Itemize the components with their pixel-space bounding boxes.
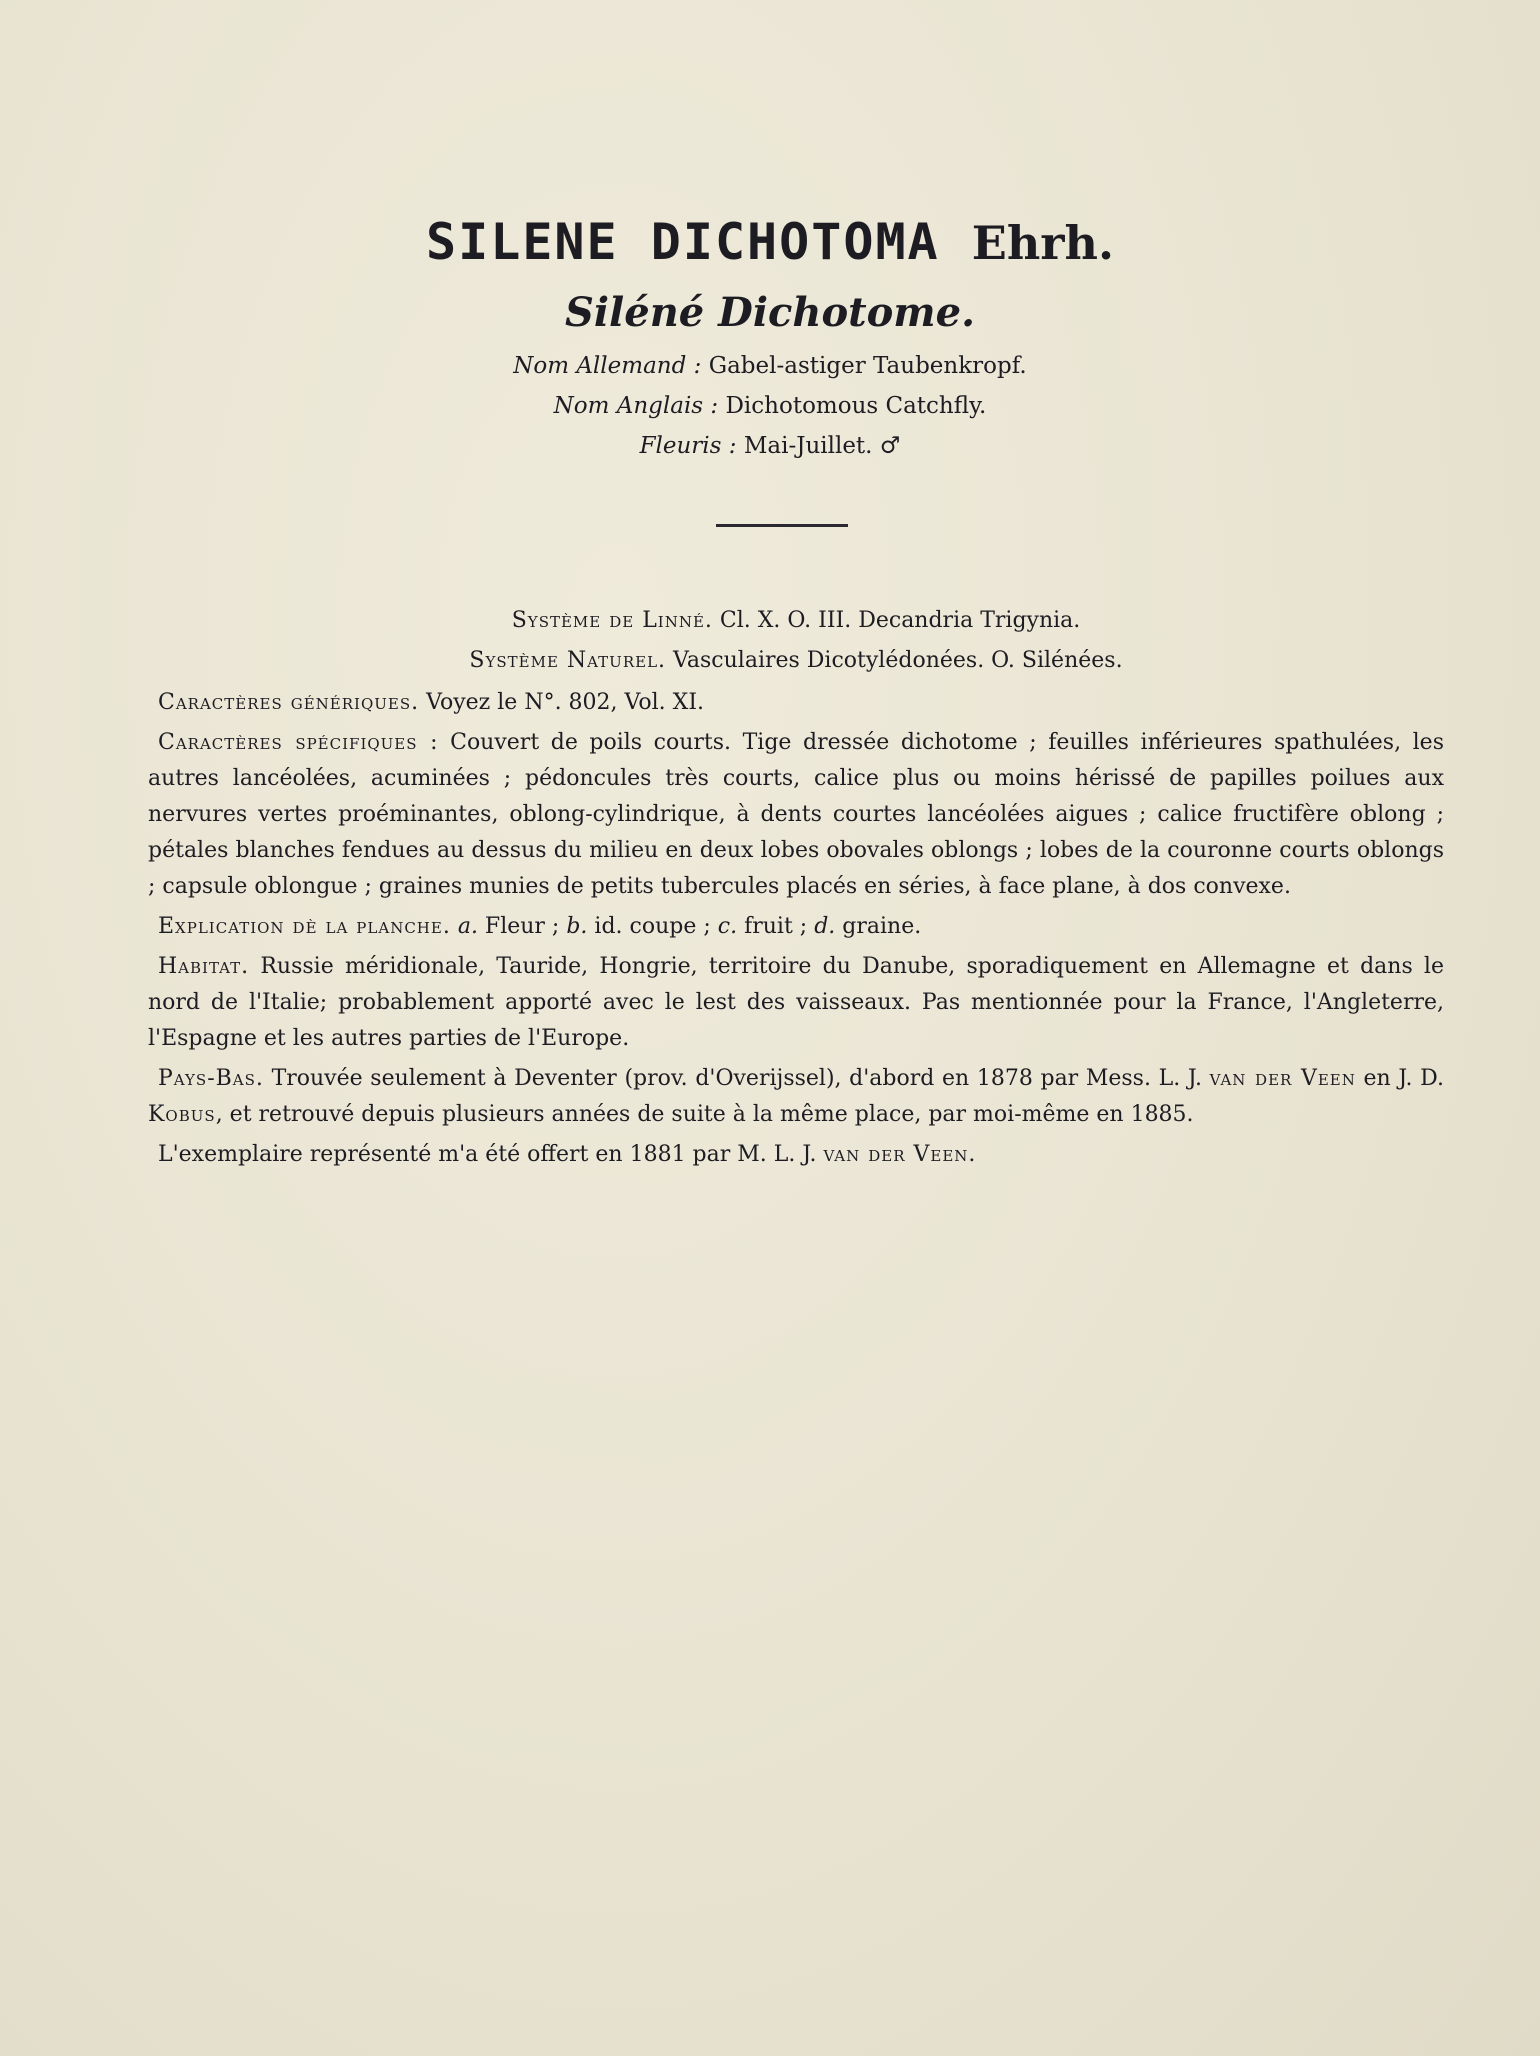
netherlands-paragraph — [148, 1061, 1444, 1133]
plate-label: Explication dè la planche. — [158, 914, 451, 939]
species-title — [0, 212, 1540, 273]
generic-characters — [148, 685, 1444, 721]
plate-explanation — [148, 909, 1444, 945]
plate-a-letter: a. — [457, 914, 478, 939]
linne-label: Système de Linné. — [511, 608, 713, 633]
natural-label: Système Naturel. — [469, 648, 667, 673]
german-name-line — [0, 347, 1540, 385]
flowering-label: Fleuris : — [639, 433, 737, 459]
netherlands-text-3: , et retrouvé depuis plusieurs années de suite à la même place, par moi-même en 1885. — [215, 1102, 1194, 1127]
netherlands-text-1: Trouvée seulement à Deventer (prov. d'Overijssel), d'abord en 1878 par Mess. L. J. — [263, 1066, 1210, 1091]
netherlands-label: Pays-Bas. — [158, 1066, 264, 1091]
specimen-name: van der Veen. — [823, 1142, 977, 1167]
netherlands-name-1: van der Veen — [1209, 1066, 1356, 1091]
natural-system — [148, 643, 1444, 679]
specific-label: Caractères spécifiques : — [158, 730, 439, 755]
plate-b-letter: b. — [566, 914, 588, 939]
habitat-text: Russie méridionale, Tauride, Hongrie, territoire du Danube, sporadiquement en Allemagne et dans le nord de l'Italie; probablement apporté avec le lest des vaisseaux. Pas mentionnée pour la France, l'Angleterre, l'Espagne et les autres parties de l'Europe. — [148, 954, 1444, 1051]
english-name-value: Dichotomous Catchfly. — [725, 393, 987, 419]
linne-text: Cl. X. O. III. Decandria Trigynia. — [712, 608, 1081, 633]
habitat-label: Habitat. — [158, 954, 250, 979]
specific-text: Couvert de poils courts. Tige dressée dichotome ; feuilles inférieures spathulées, les autres lancéolées, acuminées ; pédoncules très courts, calice plus ou moins hérissé de papilles poilues aux nervures vertes proéminantes, oblong-cylindrique, à dents courtes lancéolées aigues ; calice fructifère oblong ; pétales blanches fendues au dessus du milieu en deux lobes obovales oblongs ; lobes de la couronne courts oblongs ; capsule oblongue ; graines munies de petits tubercules placés en séries, à face plane, à dos convexe. — [148, 730, 1444, 899]
german-name-value: Gabel-astiger Taubenkropf. — [708, 353, 1027, 379]
header-block — [0, 212, 1540, 465]
plate-c-letter: c. — [717, 914, 738, 939]
specimen-text: L'exemplaire représenté m'a été offert en 1881 par M. L. J. — [158, 1142, 824, 1167]
netherlands-name-2: Kobus — [148, 1102, 216, 1127]
netherlands-text-2: en J. D. — [1355, 1066, 1444, 1091]
habitat-paragraph — [148, 949, 1444, 1057]
plate-c-text: fruit ; — [737, 914, 815, 939]
species-name: SILENE DICHOTOMA — [426, 213, 940, 271]
plate-d-text: graine. — [835, 914, 922, 939]
species-author: Ehrh. — [971, 216, 1114, 270]
plate-b-text: id. coupe ; — [587, 914, 718, 939]
specimen-paragraph — [148, 1137, 1444, 1173]
plate-d-letter: d. — [814, 914, 836, 939]
divider-rule — [716, 524, 848, 527]
german-name-label: Nom Allemand : — [513, 353, 702, 379]
natural-text: Vasculaires Dicotylédonées. O. Silénées. — [666, 648, 1123, 673]
english-name-label: Nom Anglais : — [553, 393, 719, 419]
plate-a-text: Fleur ; — [477, 914, 567, 939]
specific-characters — [148, 725, 1444, 905]
flowering-value: Mai-Juillet. ♂ — [743, 433, 901, 459]
french-name: Siléné Dichotome. — [564, 289, 976, 336]
generic-label: Caractères génériques. — [158, 690, 420, 715]
linne-system — [148, 603, 1444, 639]
flowering-line — [0, 427, 1540, 465]
english-name-line — [0, 387, 1540, 425]
description-body — [148, 603, 1444, 1177]
generic-text: Voyez le N°. 802, Vol. XI. — [419, 690, 705, 715]
